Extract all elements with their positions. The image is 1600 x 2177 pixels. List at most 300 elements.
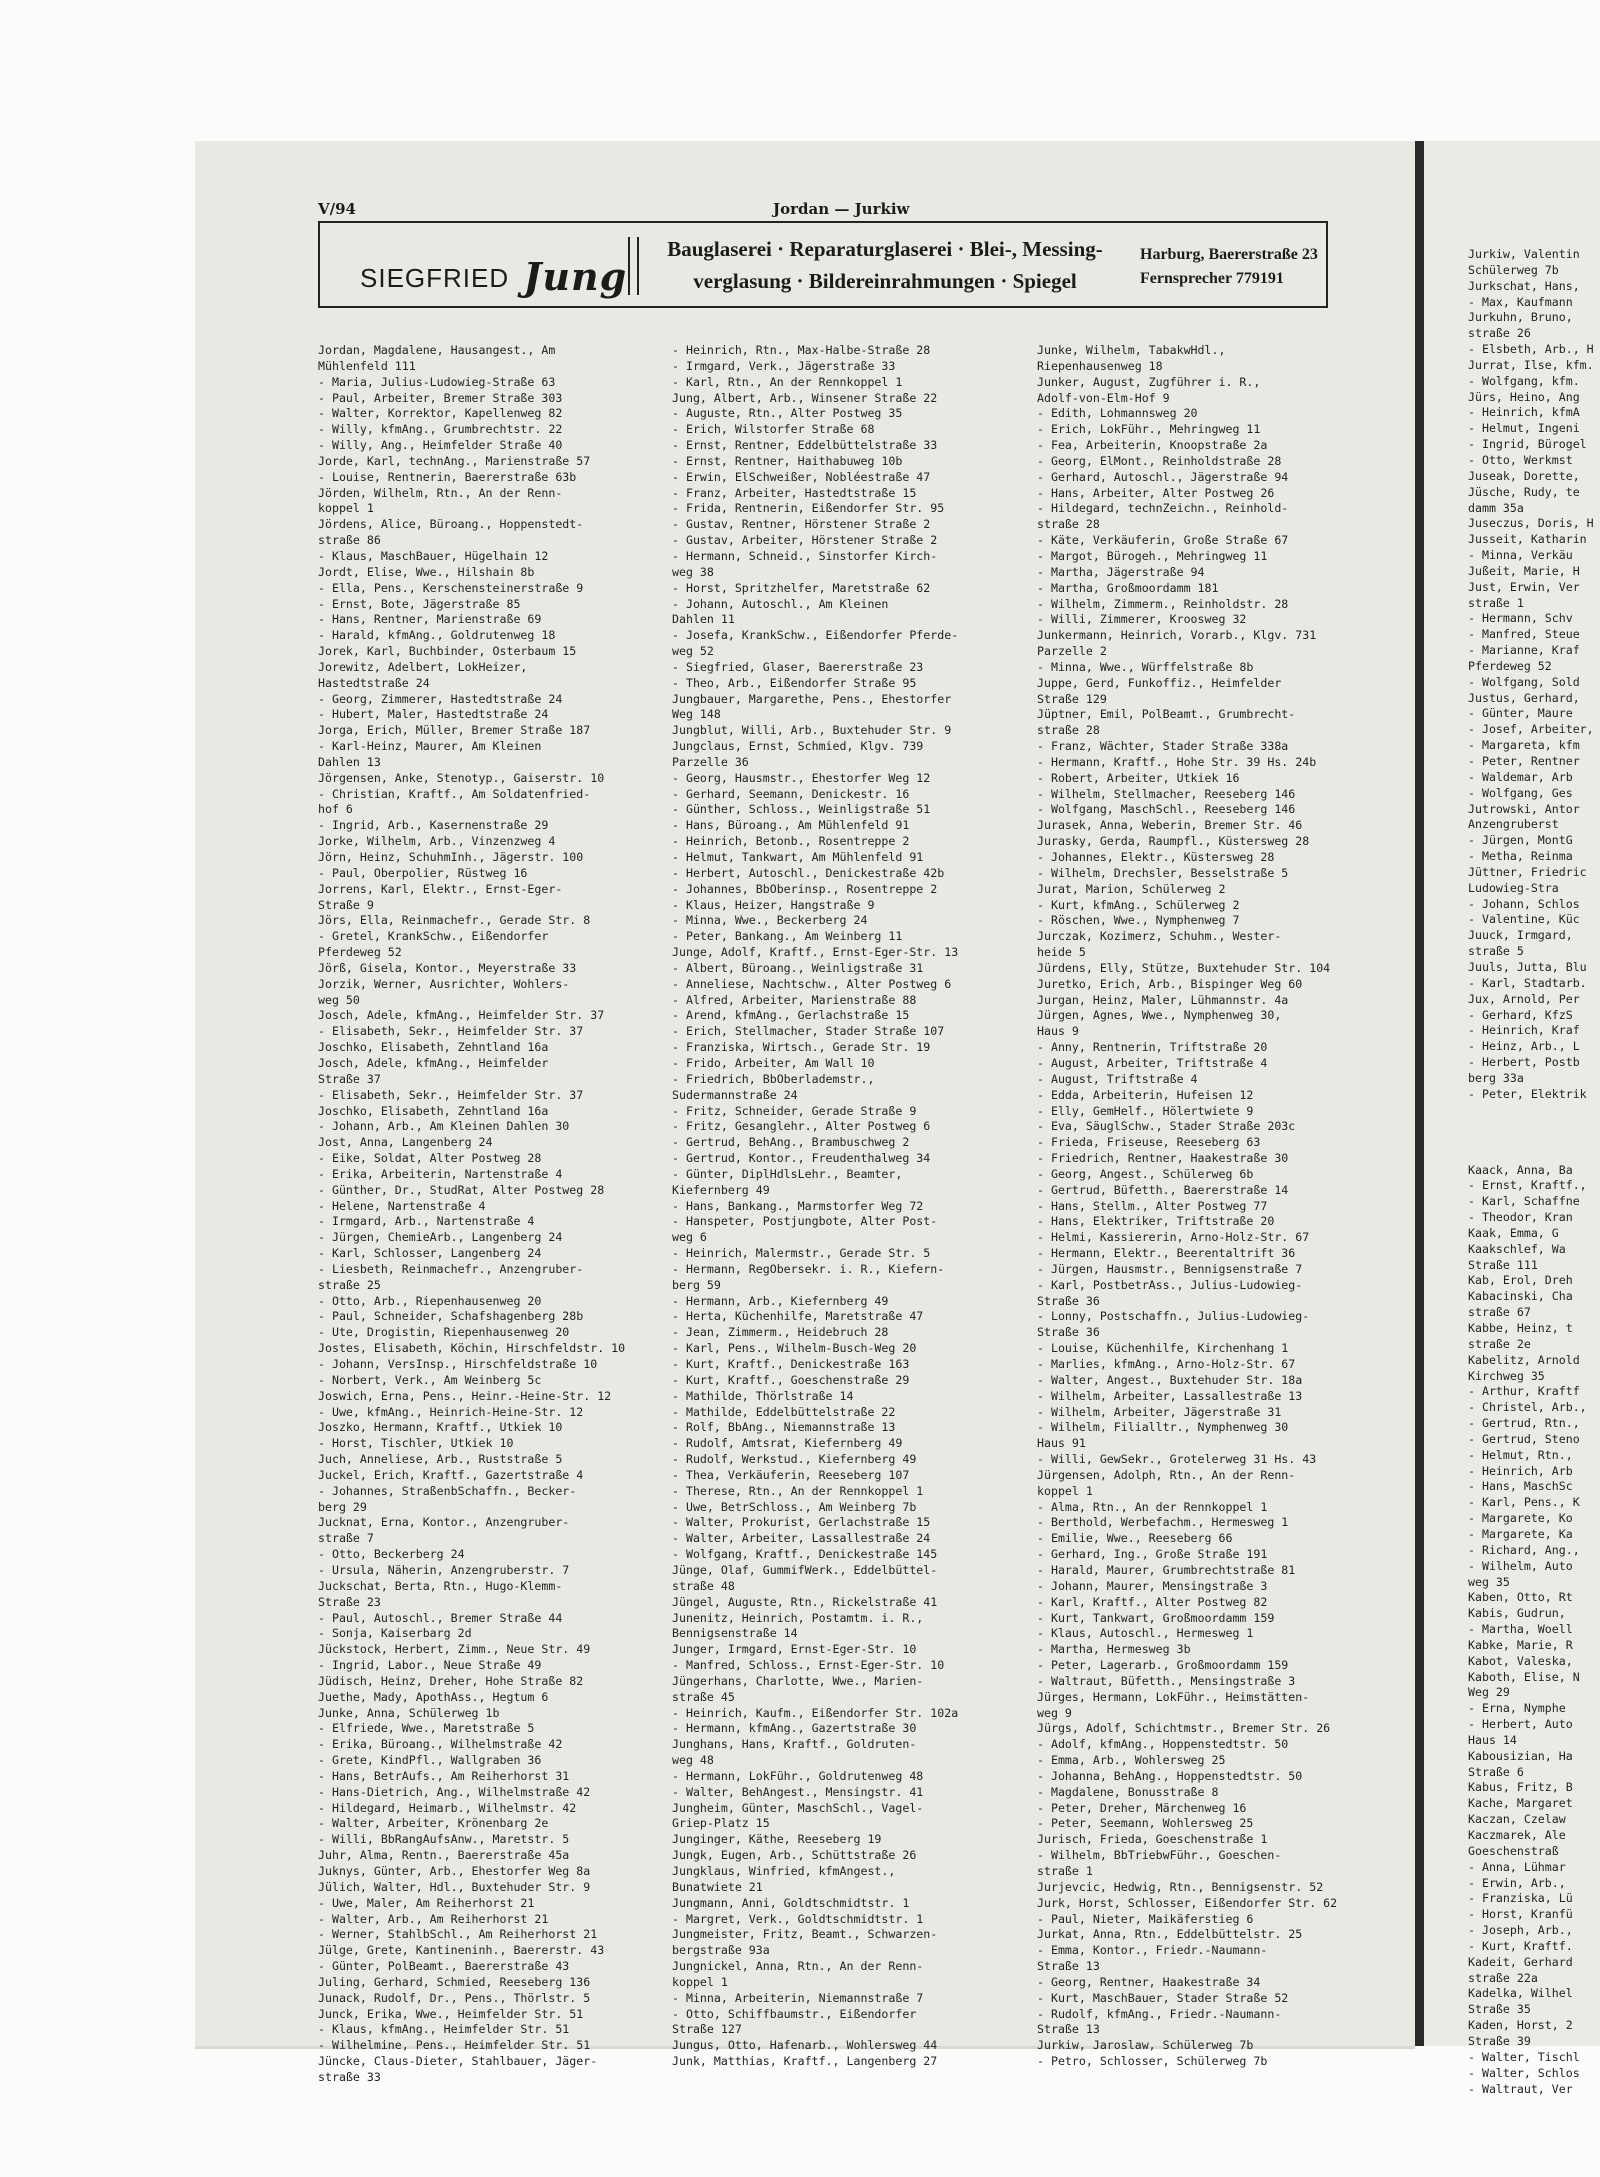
ad-services-line-1: Bauglaserei · Reparaturglaserei · Blei-, Messing- [667,237,1103,261]
directory-entry: - Heinrich, kfmA [1468,405,1580,420]
directory-entry: - Heinrich, Kraf [1468,1023,1580,1038]
directory-entry: Pferdeweg 52 [318,945,402,960]
directory-entry: - Anny, Rentnerin, Triftstraße 20 [1037,1040,1268,1055]
directory-entry: - Johann, VersInsp., Hirschfeldstraße 10 [318,1357,598,1371]
directory-entry: Jungmann, Anni, Goldtschmidtstr. 1 [672,1895,910,1910]
directory-entry: Junke, Wilhelm, TabakwHdl., [1037,343,1226,357]
directory-entry: - Frido, Arbeiter, Am Wall 10 [672,1055,875,1070]
directory-entry: - Rudolf, Amtsrat, Kiefernberg 49 [672,1436,903,1451]
directory-entry: - Valentine, Küc [1468,912,1580,927]
directory-entry: Bennigsenstraße 14 [672,1626,798,1641]
directory-entry: - Hermann, Schv [1468,611,1573,626]
directory-entry: - Hermann, Elektr., Beerentaltrift 36 [1037,1246,1296,1261]
directory-entry: Kadeit, Gerhard [1468,1954,1573,1969]
directory-entry: - Emma, Kontor., Friedr.-Naumann- [1037,1943,1268,1958]
directory-entry: Jurat, Marion, Schülerweg 2 [1037,881,1226,896]
directory-entry: - Minna, Wwe., Würffelstraße 8b [1037,659,1254,674]
directory-entry: - Heinz, Arb., L [1468,1039,1580,1054]
directory-entry: Kabousizian, Ha [1468,1748,1573,1763]
directory-entry: - Karl-Heinz, Maurer, Am Kleinen [318,739,542,754]
directory-entry: Straße 35 [1468,2002,1531,2017]
directory-entry: - Mathilde, Thörlstraße 14 [672,1388,854,1403]
directory-entry: Jurkuhn, Bruno, [1468,310,1573,325]
directory-entry: Jungheim, Günter, MaschSchl., Vagel- [672,1800,924,1815]
directory-entry: - Walter, Angest., Buxtehuder Str. 18a [1037,1372,1303,1387]
directory-entry: - Helmut, Tankwart, Am Mühlenfeld 91 [672,850,924,864]
directory-entry: - Paul, Autoschl., Bremer Straße 44 [318,1610,563,1625]
directory-entry: Jüptner, Emil, PolBeamt., Grumbrecht- [1037,707,1296,722]
directory-entry: - Ingrid, Bürogel [1468,437,1587,452]
ad-services [665,233,1105,297]
directory-entry: - Heinrich, Betonb., Rosentreppe 2 [672,834,910,849]
directory-entry: Straße 39 [1468,2033,1531,2048]
directory-entry: - Auguste, Rtn., Alter Postweg 35 [672,406,903,421]
directory-entry: Kabis, Gudrun, [1468,1606,1566,1621]
directory-entry: - Eike, Soldat, Alter Postweg 28 [318,1151,542,1166]
directory-entry: weg 52 [672,644,714,659]
directory-entry: Jorde, Karl, technAng., Marienstraße 57 [318,453,591,468]
directory-entry: Jurkiw, Jaroslaw, Schülerweg 7b [1037,2038,1254,2053]
directory-entry: Jürges, Hermann, LokFühr., Heimstätten- [1037,1689,1310,1704]
next-page-top-list [1468,247,1594,1103]
directory-entry: - Kurt, Kraftf., Denickestraße 163 [672,1357,910,1371]
directory-entry: Jückstock, Herbert, Zimm., Neue Str. 49 [318,1642,591,1657]
directory-entry: - Margret, Verk., Goldtschmidtstr. 1 [672,1911,924,1926]
directory-entry: - Hanspeter, Postjungbote, Alter Post- [672,1214,938,1229]
directory-entry: Kaack, Anna, Ba [1468,1162,1573,1177]
directory-entry: - Friedrich, BbOberlademstr., [672,1071,875,1086]
directory-entry: Kaben, Otto, Rt [1468,1590,1573,1605]
directory-entry: - Marianne, Kraf [1468,643,1580,658]
directory-entry: - Horst, Kranfü [1468,1907,1573,1922]
directory-entry: Junenitz, Heinrich, Postamtm. i. R., [672,1610,924,1625]
directory-entry: - Margarete, Ka [1468,1526,1573,1541]
directory-entry: - Theo, Arb., Eißendorfer Straße 95 [672,675,917,690]
directory-entry: Kabot, Valeska, [1468,1653,1573,1668]
directory-entry: Juuls, Jutta, Blu [1468,959,1587,974]
directory-entry: straße 48 [672,1578,735,1593]
directory-entry: Kab, Erol, Dreh [1468,1273,1573,1288]
directory-entry: Kabus, Fritz, B [1468,1780,1573,1795]
directory-entry: - Hildegard, Heimarb., Wilhelmstr. 42 [318,1800,577,1815]
directory-entry: - Louise, Küchenhilfe, Kirchenhang 1 [1037,1341,1289,1356]
directory-entry: Juckel, Erich, Kraftf., Gazertstraße 4 [318,1467,584,1482]
directory-entry: - Waldemar, Arb [1468,769,1573,784]
directory-entry: straße 45 [672,1689,735,1704]
ad-contact [1140,243,1318,291]
directory-entry: - Peter, Lagerarb., Großmoordamm 159 [1037,1658,1289,1673]
directory-entry: - Ingrid, Labor., Neue Straße 49 [318,1658,542,1673]
directory-entry: - Erika, Büroang., Wilhelmstraße 42 [318,1737,563,1752]
directory-entry: Bunatwiete 21 [672,1879,763,1894]
directory-entry: - Günther, Schloss., Weinligstraße 51 [672,802,931,817]
directory-entry: Jürgen, Agnes, Wwe., Nymphenweg 30, [1037,1008,1282,1023]
directory-entry: Josch, Adele, kfmAng., Heimfelder [318,1055,549,1070]
directory-entry: - Heinrich, Rtn., Max-Halbe-Straße 28 [672,343,931,357]
directory-entry: - Paul, Nieter, Maikäferstieg 6 [1037,1911,1254,1926]
directory-entry: berg 29 [318,1499,367,1514]
directory-entry: - Wilhelm, Filialltr., Nymphenweg 30 [1037,1420,1289,1435]
directory-entry: Straße 23 [318,1594,381,1609]
directory-entry: - Horst, Tischler, Utkiek 10 [318,1436,514,1451]
directory-entry: - Franz, Wächter, Stader Straße 338a [1037,739,1289,754]
directory-entry: - Walter, Arbeiter, Lassallestraße 24 [672,1531,931,1546]
directory-entry: - Hans, BetrAufs., Am Reiherhorst 31 [318,1768,570,1783]
directory-entry: straße 2e [1468,1336,1531,1351]
directory-entry: Jostes, Elisabeth, Köchin, Hirschfeldstr. 10 [318,1341,626,1356]
directory-entry: - Walter, Korrektor, Kapellenweg 82 [318,406,563,421]
directory-entry: Dahlen 11 [672,612,735,627]
directory-entry: Kaden, Horst, 2 [1468,2018,1573,2033]
directory-entry: - Liesbeth, Reinmachefr., Anzengruber- [318,1261,584,1276]
directory-entry: Jüttner, Friedric [1468,864,1587,879]
directory-entry: - Elly, GemHelf., Hölertwiete 9 [1037,1103,1254,1118]
directory-entry: Jülich, Walter, Hdl., Buxtehuder Str. 9 [318,1879,591,1894]
directory-entry: Kabelitz, Arnold [1468,1352,1580,1367]
directory-entry: - Elsbeth, Arb., H [1468,342,1594,357]
directory-entry: - Marlies, kfmAng., Arno-Holz-Str. 67 [1037,1357,1296,1371]
directory-entry: Jung, Albert, Arb., Winsener Straße 22 [672,390,938,405]
directory-entry: - Walter, Arbeiter, Krönenbarg 2e [318,1816,549,1831]
directory-entry: - Minna, Verkäu [1468,548,1573,563]
directory-entry: - Fritz, Schneider, Gerade Straße 9 [672,1103,917,1118]
directory-entry: Junginger, Käthe, Reeseberg 19 [672,1832,882,1847]
directory-entry: - Hermann, kfmAng., Gazertstraße 30 [672,1721,917,1736]
directory-entry: - Karl, Kraftf., Alter Postweg 82 [1037,1594,1268,1609]
directory-entry: - Fritz, Gesanglehr., Alter Postweg 6 [672,1119,931,1134]
directory-entry: - Therese, Rtn., An der Rennkoppel 1 [672,1483,924,1498]
directory-entry: Junk, Matthias, Kraftf., Langenberg 27 [672,2054,938,2069]
directory-entry: - Günter, DiplHdlsLehr., Beamter, [672,1166,903,1181]
directory-entry: Kaczan, Czelaw [1468,1812,1566,1827]
directory-entry: Jorga, Erich, Müller, Bremer Straße 187 [318,723,591,738]
ad-firm-name [360,251,628,299]
directory-entry: - Grete, KindPfl., Wallgraben 36 [318,1753,542,1768]
directory-entry: Jurrat, Ilse, kfm. [1468,357,1594,372]
directory-entry: - Theodor, Kran [1468,1210,1573,1225]
directory-entry: weg 38 [672,564,714,579]
directory-entry: straße 28 [1037,517,1100,532]
directory-entry: - Hermann, Arb., Kiefernberg 49 [672,1293,889,1308]
directory-entry: - Peter, Bankang., Am Weinberg 11 [672,929,903,944]
directory-entry: Straße 129 [1037,691,1107,706]
directory-entry: - Hans, Büroang., Am Mühlenfeld 91 [672,818,910,833]
directory-entry: - Heinrich, Malermstr., Gerade Str. 5 [672,1246,931,1261]
directory-entry: Hastedtstraße 24 [318,675,430,690]
directory-entry: - Lonny, Postschaffn., Julius-Ludowieg- [1037,1309,1310,1324]
directory-entry: Joschko, Elisabeth, Zehntland 16a [318,1040,549,1055]
directory-entry: Straße 6 [1468,1764,1524,1779]
directory-entry: Jux, Arnold, Per [1468,991,1580,1006]
directory-entry: - Joseph, Arb., [1468,1923,1573,1938]
directory-entry: - Johannes, BbOberinsp., Rosentreppe 2 [672,881,938,896]
directory-entry: - Jean, Zimmerm., Heidebruch 28 [672,1325,889,1340]
directory-entry: - Günter, Maure [1468,706,1573,721]
directory-entry: - Johann, Maurer, Mensingstraße 3 [1037,1578,1268,1593]
directory-entry: straße 33 [318,2069,381,2084]
directory-entry: - Martha, Jägerstraße 94 [1037,564,1205,579]
directory-entry: Jurgan, Heinz, Maler, Lühmannstr. 4a [1037,992,1289,1007]
directory-entry: Jurkat, Anna, Rtn., Eddelbüttelstr. 25 [1037,1927,1303,1942]
directory-entry: - Petro, Schlosser, Schülerweg 7b [1037,2054,1268,2069]
directory-entry: - Erwin, ElSchweißer, Nobléestraße 47 [672,469,931,484]
directory-entry: Jurkiw, Valentin [1468,247,1580,261]
directory-entry: - Werner, StahlbSchl., Am Reiherhorst 21 [318,1927,598,1942]
directory-entry: Straße 13 [1037,1959,1100,1974]
directory-entry: - Elisabeth, Sekr., Heimfelder Str. 37 [318,1024,584,1039]
directory-entry: - Klaus, Heizer, Hangstraße 9 [672,897,875,912]
directory-entry: Jurisch, Frieda, Goeschenstraße 1 [1037,1832,1268,1847]
directory-entry: Jurasek, Anna, Weberin, Bremer Str. 46 [1037,818,1303,833]
directory-entry: Juch, Anneliese, Arb., Ruststraße 5 [318,1452,563,1467]
directory-entry: - Johann, Autoschl., Am Kleinen [672,596,889,611]
directory-entry: weg 9 [1037,1705,1072,1720]
directory-entry: - Edith, Lohmannsweg 20 [1037,406,1198,421]
directory-entry: - Kurt, Kraftf. [1468,1938,1573,1953]
directory-entry: - Wolfgang, kfm. [1468,373,1580,388]
directory-entry: Josch, Adele, kfmAng., Heimfelder Str. 37 [318,1008,605,1023]
directory-entry: - Helmi, Kassiererin, Arno-Holz-Str. 67 [1037,1230,1310,1245]
directory-entry: Juseak, Dorette, [1468,468,1580,483]
directory-entry: - Jürgen, MontG [1468,833,1573,848]
directory-entry: Junge, Adolf, Kraftf., Ernst-Eger-Str. 13 [672,945,959,960]
directory-entry: Joschko, Elisabeth, Zehntland 16a [318,1103,549,1118]
directory-entry: Jünge, Olaf, GummifWerk., Eddelbüttel- [672,1562,938,1577]
directory-entry: - Alma, Rtn., An der Rennkoppel 1 [1037,1499,1268,1514]
directory-entry: Haus 91 [1037,1436,1086,1451]
directory-entry: - Gertrud, Steno [1468,1431,1580,1446]
directory-entry: - Margot, Bürogeh., Mehringweg 11 [1037,548,1268,563]
directory-entry: - Hans, Arbeiter, Alter Postweg 26 [1037,485,1275,500]
directory-entry: Jorke, Wilhelm, Arb., Vinzenzweg 4 [318,834,556,849]
directory-entry: Jungklaus, Winfried, kfmAngest., [672,1864,896,1878]
directory-entry: Jordt, Elise, Wwe., Hilshain 8b [318,564,535,579]
directory-entry: - Harald, kfmAng., Goldrutenweg 18 [318,628,556,643]
directory-entry: Weg 148 [672,707,721,722]
directory-entry: - Manfred, Schloss., Ernst-Eger-Str. 10 [672,1658,945,1673]
directory-entry: Jürdens, Elly, Stütze, Buxtehuder Str. 104 [1037,960,1331,975]
directory-entry: - Wilhelm, Drechsler, Besselstraße 5 [1037,865,1289,880]
directory-entry: - Thea, Verkäuferin, Reeseberg 107 [672,1467,910,1482]
directory-entry: - Ernst, Rentner, Haithabuweg 10b [672,453,903,468]
directory-entry: - Wolfgang, Kraftf., Denickestraße 145 [672,1547,938,1562]
directory-entry: Straße 36 [1037,1325,1100,1340]
directory-entry: - Ernst, Rentner, Eddelbüttelstraße 33 [672,438,938,453]
directory-entry: - Arthur, Kraftf [1468,1384,1580,1399]
directory-entry: - Ernst, Kraftf., [1468,1178,1587,1193]
directory-entry: - Horst, Spritzhelfer, Maretstraße 62 [672,580,931,595]
directory-entry: - Peter, Seemann, Wohlersweg 25 [1037,1816,1254,1831]
directory-entry: - Wolfgang, Ges [1468,785,1573,800]
directory-entry: Straße 13 [1037,2022,1100,2037]
directory-entry: Junker, August, Zugführer i. R., [1037,374,1261,389]
directory-entry: - Friedrich, Rentner, Haakestraße 30 [1037,1151,1289,1166]
directory-entry: straße 86 [318,533,381,548]
directory-entry: Juhr, Alma, Rentn., Baererstraße 45a [318,1848,570,1863]
directory-entry: Juseczus, Doris, H [1468,516,1594,531]
directory-entry: - Robert, Arbeiter, Utkiek 16 [1037,770,1240,785]
directory-entry: - Gertrud, BehAng., Brambuschweg 2 [672,1135,910,1150]
directory-entry: Jutrowski, Antor [1468,801,1580,816]
directory-entry: Kaboth, Elise, N [1468,1669,1580,1684]
directory-entry: Junghans, Hans, Kraftf., Goldruten- [672,1737,917,1752]
directory-entry: - Erich, LokFühr., Mehringweg 11 [1037,422,1261,437]
directory-entry: - Gerhard, Autoschl., Jägerstraße 94 [1037,469,1289,484]
directory-entry: - Wilhelm, Auto [1468,1558,1573,1573]
directory-entry: Kaakschlef, Wa [1468,1241,1566,1256]
directory-entry: - Siegfried, Glaser, Baererstraße 23 [672,659,924,674]
directory-entry: - Kurt, Kraftf., Goeschenstraße 29 [672,1372,910,1387]
advertisement-box [318,221,1328,308]
directory-entry: Junkermann, Heinrich, Vorarb., Klgv. 731 [1037,628,1317,643]
directory-entry: Straße 127 [672,2022,742,2037]
directory-column-3 [1037,343,1367,2070]
directory-entry: Jüncke, Claus-Dieter, Stahlbauer, Jäger- [318,2054,598,2069]
directory-entry: weg 48 [672,1753,714,1768]
directory-entry: Jüdisch, Heinz, Dreher, Hohe Straße 82 [318,1673,584,1688]
directory-entry: Justus, Gerhard, [1468,690,1580,705]
directory-entry: - Waltraut, Büfetth., Mensingstraße 3 [1037,1673,1296,1688]
directory-entry: - Wolfgang, MaschSchl., Reeseberg 146 [1037,802,1296,817]
directory-entry: Jüngerhans, Charlotte, Wwe., Marien- [672,1673,924,1688]
directory-entry: - Margareta, kfm [1468,738,1580,753]
directory-entry: - Maria, Julius-Ludowieg-Straße 63 [318,374,556,389]
directory-entry: - Elisabeth, Sekr., Heimfelder Str. 37 [318,1087,584,1102]
directory-entry: - Franz, Arbeiter, Hastedtstraße 15 [672,485,917,500]
directory-entry: Kaak, Emma, G [1468,1225,1559,1240]
directory-entry: Junke, Anna, Schülerweg 1b [318,1705,500,1720]
directory-entry: - Hermann, Kraftf., Hohe Str. 39 Hs. 24b [1037,754,1317,769]
directory-entry: - Harald, Maurer, Grumbrechtstraße 81 [1037,1562,1296,1577]
directory-entry: Jördens, Alice, Büroang., Hoppenstedt- [318,517,584,532]
directory-entry: - Günter, PolBeamt., Baererstraße 43 [318,1959,570,1974]
directory-entry: - Willi, GewSekr., Grotelerweg 31 Hs. 43 [1037,1452,1317,1467]
directory-entry: - Karl, Pens., Wilhelm-Busch-Weg 20 [672,1341,917,1356]
directory-entry: - Heinrich, Kaufm., Eißendorfer Str. 102a [672,1705,959,1720]
directory-entry: - Gertrud, Kontor., Freudenthalweg 34 [672,1151,931,1166]
ad-address: Harburg, Baererstraße 23 [1140,246,1318,263]
directory-entry: Juethe, Mady, ApothAss., Hegtum 6 [318,1689,549,1704]
directory-entry: - Emilie, Wwe., Reeseberg 66 [1037,1531,1233,1546]
directory-entry: - Gerhard, KfzS [1468,1007,1573,1022]
directory-entry: - Irmgard, Verk., Jägerstraße 33 [672,358,896,373]
directory-entry: Straße 36 [1037,1293,1100,1308]
directory-entry: Jorewitz, Adelbert, LokHeizer, [318,659,528,674]
directory-entry: Schülerweg 7b [1468,262,1559,277]
directory-entry: - Wilhelm, Zimmerm., Reinholdstr. 28 [1037,596,1289,611]
directory-entry: - Wilhelmine, Pens., Heimfelder Str. 51 [318,2038,591,2053]
directory-entry: weg 6 [672,1230,707,1245]
directory-entry: Jungus, Otto, Hafenarb., Wohlersweg 44 [672,2038,938,2053]
directory-entry: - Gerhard, Seemann, Denickestr. 16 [672,786,910,801]
directory-entry: - Ingrid, Arb., Kasernenstraße 29 [318,818,549,833]
directory-entry: - Willi, BbRangAufsAnw., Maretstr. 5 [318,1832,570,1847]
directory-entry: - Martha, Großmoordamm 181 [1037,580,1219,595]
directory-entry: - Georg, Hausmstr., Ehestorfer Weg 12 [672,770,931,785]
directory-entry: - Otto, Schiffbaumstr., Eißendorfer [672,2006,917,2021]
directory-entry: - Anneliese, Nachtschw., Alter Postweg 6 [672,976,952,991]
directory-entry: Parzelle 36 [672,754,749,769]
directory-entry: - Johann, Schlos [1468,896,1580,911]
directory-entry: Jurk, Horst, Schlosser, Eißendorfer Str. 62 [1037,1895,1338,1910]
directory-entry: - Margarete, Ko [1468,1511,1573,1526]
directory-entry: - Uwe, kfmAng., Heinrich-Heine-Str. 12 [318,1404,584,1419]
directory-entry: Kabacinski, Cha [1468,1289,1573,1304]
directory-entry: - Martha, Woell [1468,1622,1573,1637]
directory-entry: - Peter, Rentner [1468,754,1580,768]
directory-entry: - Otto, Arb., Riepenhausenweg 20 [318,1293,542,1308]
directory-entry: - Peter, Elektrik [1468,1086,1587,1101]
ad-firm-prefix: SIEGFRIED [360,263,510,293]
page-header [318,200,1328,222]
directory-entry: - Klaus, Autoschl., Hermesweg 1 [1037,1626,1254,1641]
directory-entry: weg 35 [1468,1574,1510,1589]
directory-entry: straße 22a [1468,1970,1538,1985]
directory-entry: Jörden, Wilhelm, Rtn., An der Renn- [318,485,563,500]
directory-entry: Jörgensen, Anke, Stenotyp., Gaiserstr. 10 [318,770,605,785]
directory-entry: - Arend, kfmAng., Gerlachstraße 15 [672,1008,910,1023]
directory-entry: - Uwe, Maler, Am Reiherhorst 21 [318,1895,535,1910]
directory-entry: Goeschenstraß [1468,1843,1559,1858]
directory-entry: - Wilhelm, BbTriebwFühr., Goeschen- [1037,1848,1282,1863]
directory-entry: - Hermann, Schneid., Sinstorfer Kirch- [672,548,938,563]
directory-entry: - Hans, MaschSc [1468,1479,1573,1494]
directory-entry: - Walter, Arb., Am Reiherhorst 21 [318,1911,549,1926]
directory-entry: Pferdeweg 52 [1468,658,1552,673]
directory-entry: - Karl, Schaffne [1468,1194,1580,1209]
directory-entry: koppel 1 [1037,1483,1093,1498]
directory-entry: - Erich, Wilstorfer Straße 68 [672,422,875,437]
directory-entry: - Johanna, BehAng., Hoppenstedtstr. 50 [1037,1768,1303,1783]
directory-entry: straße 25 [318,1277,381,1292]
directory-entry: straße 7 [318,1531,374,1546]
directory-entry: - Frida, Rentnerin, Eißendorfer Str. 95 [672,501,945,516]
directory-entry: Jußeit, Marie, H [1468,563,1580,578]
directory-entry: Juppe, Gerd, Funkoffiz., Heimfelder [1037,675,1282,690]
directory-entry: Jüngel, Auguste, Rtn., Rickelstraße 41 [672,1594,938,1609]
directory-entry: berg 59 [672,1277,721,1292]
directory-entry: - Hubert, Maler, Hastedtstraße 24 [318,707,549,722]
directory-entry: Kiefernberg 49 [672,1182,770,1197]
directory-entry: - Albert, Büroang., Weinligstraße 31 [672,960,924,975]
ad-divider [628,237,639,295]
directory-entry: - Hans, Stellm., Alter Postweg 77 [1037,1198,1268,1213]
ad-phone: Fernsprecher 779191 [1140,270,1284,287]
directory-entry: Jürgensen, Adolph, Rtn., An der Renn- [1037,1467,1296,1482]
directory-entry: - Franziska, Lü [1468,1891,1573,1906]
directory-entry: - Georg, Angest., Schülerweg 6b [1037,1166,1254,1181]
directory-entry: - Gretel, KrankSchw., Eißendorfer [318,929,549,944]
directory-entry: - Franziska, Wirtsch., Gerade Str. 19 [672,1040,931,1055]
directory-entry: - Gustav, Arbeiter, Hörstener Straße 2 [672,533,938,548]
directory-entry: - Johannes, Elektr., Küstersweg 28 [1037,850,1275,864]
directory-entry: Jörn, Heinz, SchuhmInh., Jägerstr. 100 [318,850,584,864]
directory-entry: Straße 111 [1468,1257,1538,1272]
directory-entry: Juretko, Erich, Arb., Bispinger Weg 60 [1037,976,1303,991]
directory-entry: - Peter, Dreher, Märchenweg 16 [1037,1800,1247,1815]
directory-entry: - Uwe, BetrSchloss., Am Weinberg 7b [672,1499,917,1514]
ad-firm-surname: Jung [523,254,628,299]
directory-entry: - Hildegard, technZeichn., Reinhold- [1037,501,1289,516]
directory-entry: - Berthold, Werbefachm., Hermesweg 1 [1037,1515,1289,1530]
directory-entry: Kirchweg 35 [1468,1368,1545,1383]
directory-entry: Jurjevcic, Hedwig, Rtn., Bennigsenstr. 52 [1037,1879,1324,1894]
directory-entry: - Minna, Wwe., Beckerberg 24 [672,913,868,928]
directory-entry: Juknys, Günter, Arb., Ehestorfer Weg 8a [318,1864,591,1878]
directory-entry: Kaczmarek, Ale [1468,1828,1566,1842]
directory-entry: - Rolf, BbAng., Niemannstraße 13 [672,1420,896,1435]
directory-entry: straße 26 [1468,326,1531,341]
